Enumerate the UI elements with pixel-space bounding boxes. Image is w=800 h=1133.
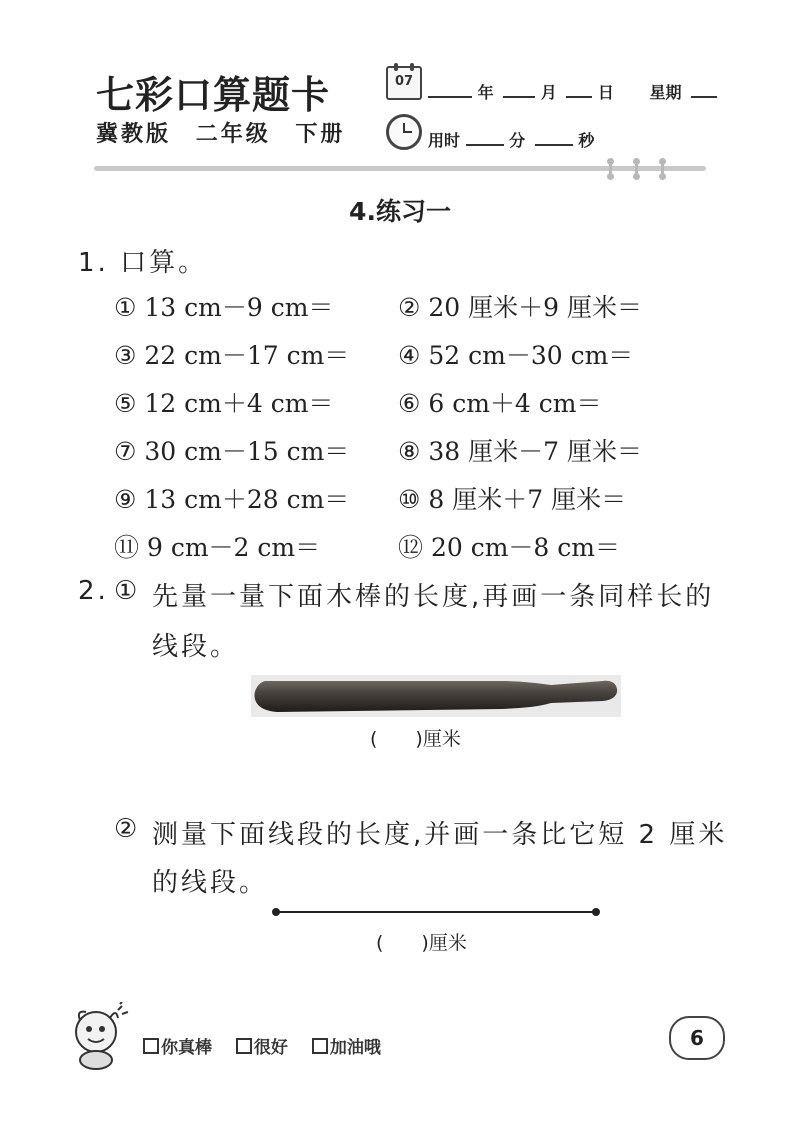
year-label: 年	[477, 83, 494, 102]
second-label: 秒	[578, 131, 595, 150]
series-logo: 七彩口算题卡	[96, 72, 331, 117]
problem-5: ⑤ 12 cm＋4 cm＝	[114, 389, 334, 418]
day-blank[interactable]	[566, 82, 592, 98]
checkbox[interactable]	[236, 1038, 252, 1054]
edition-volume: 下册	[295, 122, 346, 147]
question-2-part-1-text: 先量一量下面木棒的长度,再画一条同样长的	[152, 582, 715, 612]
year-blank[interactable]	[428, 82, 472, 98]
month-label: 月	[540, 83, 557, 102]
problem-11: ⑪ 9 cm－2 cm＝	[114, 533, 321, 562]
problem-2: ② 20 厘米＋9 厘米＝	[398, 293, 642, 322]
stick-length-answer[interactable]: ( )厘米	[370, 728, 461, 750]
calendar-icon	[386, 66, 422, 100]
rating-option-great[interactable]: 你真棒	[143, 1038, 212, 1058]
header-divider	[94, 166, 706, 171]
checkbox[interactable]	[312, 1038, 328, 1054]
problem-7: ⑦ 30 cm－15 cm＝	[114, 437, 350, 466]
rating-option-good[interactable]: 很好	[236, 1038, 288, 1058]
problem-10: ⑩ 8 厘米＋7 厘米＝	[398, 485, 627, 514]
edition-line	[96, 117, 359, 148]
problem-1: ① 13 cm－9 cm＝	[114, 293, 334, 322]
question-2-part-1-number: ①	[114, 576, 141, 606]
self-rating-options	[143, 1033, 399, 1058]
second-blank[interactable]	[535, 130, 573, 146]
question-2-part-2-number: ②	[114, 814, 141, 844]
question-2-part-2-text: 测量下面线段的长度,并画一条比它短 2 厘米	[152, 820, 728, 850]
month-blank[interactable]	[503, 82, 535, 98]
problem-4: ④ 52 cm－30 cm＝	[398, 341, 634, 370]
line-segment	[276, 911, 596, 913]
rating-option-keep-going[interactable]: 加油哦	[312, 1038, 381, 1058]
problem-8: ⑧ 38 厘米－7 厘米＝	[398, 437, 642, 466]
weekday-label: 星期	[649, 83, 682, 102]
question-2-part-2-text-cont: 的线段。	[152, 868, 269, 898]
checkbox[interactable]	[143, 1038, 159, 1054]
segment-length-answer[interactable]: ( )厘米	[376, 932, 467, 954]
weekday-blank[interactable]	[691, 82, 717, 98]
time-fill-row	[428, 128, 594, 151]
minute-label: 分	[509, 131, 526, 150]
question-2-label: 2.	[78, 576, 109, 606]
problem-9: ⑨ 13 cm＋28 cm＝	[114, 485, 350, 514]
clock-icon	[386, 114, 422, 150]
question-1-label: 1. 口算。	[78, 248, 208, 278]
edition-publisher: 冀教版	[96, 122, 172, 147]
date-fill-row	[428, 80, 717, 103]
question-2-part-1-text-cont: 线段。	[152, 632, 240, 662]
minute-blank[interactable]	[466, 130, 504, 146]
problem-3: ③ 22 cm－17 cm＝	[114, 341, 350, 370]
problem-12: ⑫ 20 cm－8 cm＝	[398, 533, 620, 562]
page-number: 6	[669, 1016, 725, 1060]
problem-6: ⑥ 6 cm＋4 cm＝	[398, 389, 602, 418]
wooden-stick-image	[251, 675, 621, 717]
time-used-label: 用时	[428, 131, 461, 150]
calendar-icon-number: 07	[394, 74, 414, 89]
edition-grade: 二年级	[195, 122, 271, 147]
mascot-icon	[66, 1002, 132, 1072]
section-title: 4.练习一	[349, 197, 451, 226]
day-label: 日	[597, 83, 614, 102]
